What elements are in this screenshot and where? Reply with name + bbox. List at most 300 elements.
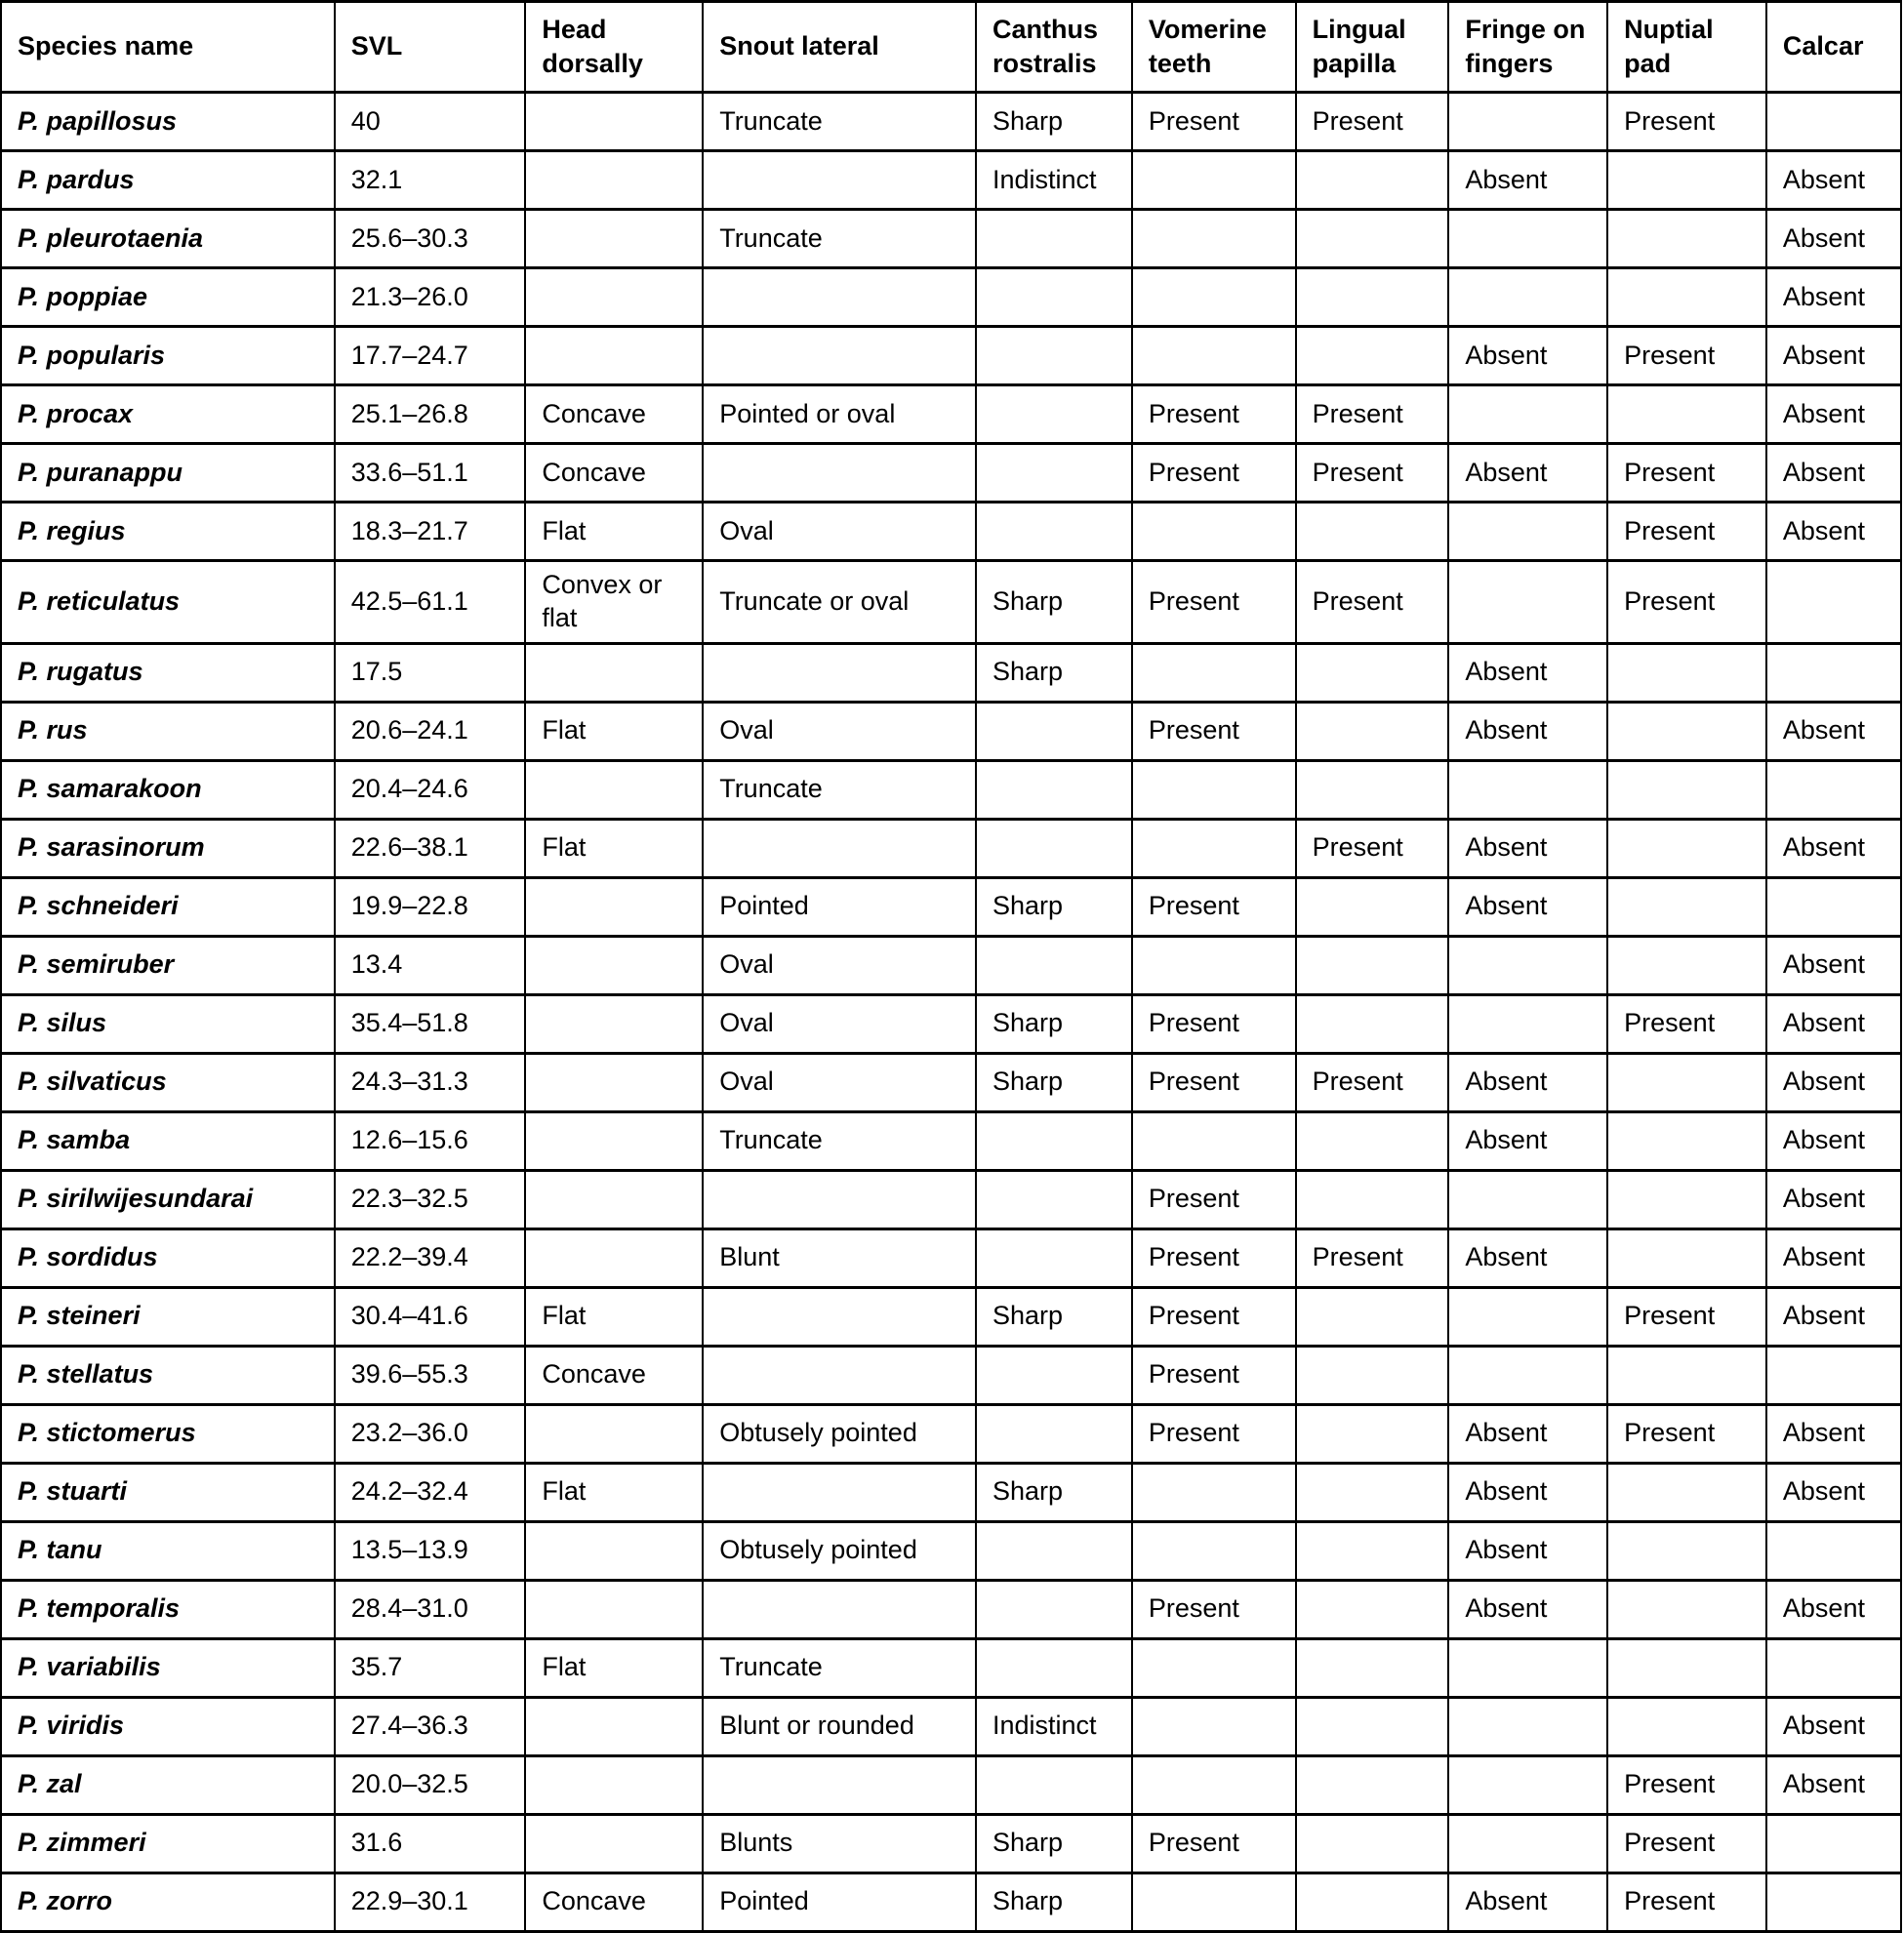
table-cell: Absent (1766, 268, 1901, 327)
table-cell: Absent (1766, 994, 1901, 1053)
table-cell: Concave (525, 444, 703, 503)
table-cell (1296, 1463, 1449, 1521)
table-cell: Present (1607, 503, 1766, 561)
table-cell (1607, 1521, 1766, 1580)
species-name-cell: P. papillosus (1, 93, 335, 151)
table-row (1, 643, 1901, 702)
table-cell: 13.5–13.9 (335, 1521, 526, 1580)
table-cell (1132, 1873, 1296, 1931)
table-cell: Concave (525, 1873, 703, 1931)
table-cell: Absent (1766, 1287, 1901, 1346)
column-header-nuptial-pad: Nuptial pad (1607, 2, 1766, 93)
species-name-cell: P. rugatus (1, 643, 335, 702)
table-cell: Present (1296, 444, 1449, 503)
table-row (1, 1697, 1901, 1755)
table-cell (1448, 210, 1607, 268)
table-cell (525, 643, 703, 702)
table-cell: Truncate (703, 760, 976, 819)
table-cell: Present (1132, 1228, 1296, 1287)
species-name-cell: P. regius (1, 503, 335, 561)
table-row (1, 151, 1901, 210)
species-name-cell: P. tanu (1, 1521, 335, 1580)
table-cell: Present (1607, 327, 1766, 385)
species-name-cell: P. stictomerus (1, 1404, 335, 1463)
table-cell (1607, 1228, 1766, 1287)
table-cell (976, 1228, 1132, 1287)
table-cell: Pointed (703, 1873, 976, 1931)
table-cell (703, 1170, 976, 1228)
table-cell (525, 210, 703, 268)
table-cell (1296, 1521, 1449, 1580)
table-cell (1296, 702, 1449, 760)
table-cell: 17.7–24.7 (335, 327, 526, 385)
table-cell: Present (1607, 1287, 1766, 1346)
table-cell (703, 327, 976, 385)
species-name-cell: P. samba (1, 1111, 335, 1170)
table-cell (1132, 1111, 1296, 1170)
column-header-vomerine-teeth: Vomerine teeth (1132, 2, 1296, 93)
table-cell: Absent (1766, 210, 1901, 268)
table-cell: Truncate (703, 93, 976, 151)
species-name-cell: P. zorro (1, 1873, 335, 1931)
table-cell: Absent (1448, 1228, 1607, 1287)
column-header-head-dorsally: Head dorsally (525, 2, 703, 93)
table-cell: Absent (1766, 1755, 1901, 1814)
column-header-canthus-rostralis: Canthus rostralis (976, 2, 1132, 93)
table-cell (1296, 1697, 1449, 1755)
table-row (1, 93, 1901, 151)
table-cell (1607, 1580, 1766, 1638)
species-name-cell: P. silvaticus (1, 1053, 335, 1111)
table-cell (1607, 1638, 1766, 1697)
table-cell: Indistinct (976, 1697, 1132, 1755)
table-cell: Present (1607, 444, 1766, 503)
table-row (1, 877, 1901, 936)
table-cell: 17.5 (335, 643, 526, 702)
table-row (1, 936, 1901, 994)
table-cell: Absent (1766, 1228, 1901, 1287)
table-cell: Absent (1448, 819, 1607, 877)
table-cell (1296, 1755, 1449, 1814)
table-cell: Sharp (976, 1873, 1132, 1931)
table-cell (525, 877, 703, 936)
table-cell (1132, 1521, 1296, 1580)
table-cell: Present (1607, 1755, 1766, 1814)
table-cell (1132, 268, 1296, 327)
table-cell: Absent (1766, 385, 1901, 444)
table-row (1, 760, 1901, 819)
table-cell: Indistinct (976, 151, 1132, 210)
table-cell (1607, 1111, 1766, 1170)
table-cell: Present (1296, 385, 1449, 444)
table-cell: Absent (1766, 1463, 1901, 1521)
species-name-cell: P. poppiae (1, 268, 335, 327)
table-cell (1607, 936, 1766, 994)
table-cell (976, 819, 1132, 877)
table-cell (976, 1521, 1132, 1580)
table-cell: Obtusely pointed (703, 1404, 976, 1463)
table-row (1, 1814, 1901, 1873)
species-name-cell: P. samarakoon (1, 760, 335, 819)
table-cell (525, 936, 703, 994)
table-cell: Absent (1766, 444, 1901, 503)
table-cell (1607, 1053, 1766, 1111)
table-cell (1448, 1638, 1607, 1697)
table-cell (1132, 210, 1296, 268)
table-cell: Flat (525, 1463, 703, 1521)
table-cell (976, 1638, 1132, 1697)
table-cell: Absent (1448, 1404, 1607, 1463)
table-cell: Present (1132, 444, 1296, 503)
table-row (1, 994, 1901, 1053)
table-cell: Absent (1766, 151, 1901, 210)
table-cell: 25.6–30.3 (335, 210, 526, 268)
table-cell: Present (1132, 877, 1296, 936)
table-cell (1607, 1697, 1766, 1755)
table-cell: 20.0–32.5 (335, 1755, 526, 1814)
table-cell: Present (1132, 1053, 1296, 1111)
table-cell: Truncate (703, 210, 976, 268)
table-cell (703, 444, 976, 503)
table-row (1, 210, 1901, 268)
table-cell: 33.6–51.1 (335, 444, 526, 503)
table-cell: Sharp (976, 1814, 1132, 1873)
column-header-snout-lateral: Snout lateral (703, 2, 976, 93)
table-cell: Sharp (976, 93, 1132, 151)
table-row (1, 819, 1901, 877)
species-name-cell: P. stellatus (1, 1346, 335, 1404)
table-cell (1607, 1170, 1766, 1228)
table-cell: 25.1–26.8 (335, 385, 526, 444)
table-cell (1448, 93, 1607, 151)
table-cell (976, 1580, 1132, 1638)
table-cell: Sharp (976, 1287, 1132, 1346)
species-name-cell: P. viridis (1, 1697, 335, 1755)
table-cell (1448, 1755, 1607, 1814)
table-cell (976, 760, 1132, 819)
table-row (1, 702, 1901, 760)
table-row (1, 1346, 1901, 1404)
table-cell: 18.3–21.7 (335, 503, 526, 561)
table-cell: Blunts (703, 1814, 976, 1873)
table-cell (525, 1053, 703, 1111)
table-cell: Absent (1448, 1521, 1607, 1580)
species-name-cell: P. stuarti (1, 1463, 335, 1521)
table-cell: 20.6–24.1 (335, 702, 526, 760)
table-cell (976, 1111, 1132, 1170)
table-cell: Present (1132, 93, 1296, 151)
table-row (1, 1755, 1901, 1814)
table-cell (1607, 643, 1766, 702)
table-cell (703, 1346, 976, 1404)
table-cell (1296, 268, 1449, 327)
table-cell: Present (1607, 1404, 1766, 1463)
table-cell (1132, 1638, 1296, 1697)
table-cell: Oval (703, 936, 976, 994)
table-cell (525, 1814, 703, 1873)
table-row (1, 1404, 1901, 1463)
column-header-fringe-on-fingers: Fringe on fingers (1448, 2, 1607, 93)
table-cell (1132, 760, 1296, 819)
species-name-cell: P. sarasinorum (1, 819, 335, 877)
table-cell (525, 151, 703, 210)
table-cell (1448, 385, 1607, 444)
table-row (1, 444, 1901, 503)
table-cell (1296, 1170, 1449, 1228)
table-cell (1132, 503, 1296, 561)
table-cell: Present (1132, 1404, 1296, 1463)
table-row (1, 503, 1901, 561)
table-cell (1766, 1521, 1901, 1580)
species-name-cell: P. popularis (1, 327, 335, 385)
table-cell: Absent (1766, 1170, 1901, 1228)
table-cell: Sharp (976, 1053, 1132, 1111)
table-cell (1132, 1463, 1296, 1521)
table-cell: Truncate or oval (703, 561, 976, 644)
table-cell (703, 643, 976, 702)
table-cell (1296, 1287, 1449, 1346)
table-cell: Pointed (703, 877, 976, 936)
table-cell: Absent (1766, 1580, 1901, 1638)
table-cell: Present (1296, 819, 1449, 877)
species-name-cell: P. sirilwijesundarai (1, 1170, 335, 1228)
table-cell: Truncate (703, 1638, 976, 1697)
table-cell: Absent (1766, 1111, 1901, 1170)
table-cell: Absent (1448, 1580, 1607, 1638)
table-cell (1296, 994, 1449, 1053)
table-cell: 20.4–24.6 (335, 760, 526, 819)
table-cell (1448, 994, 1607, 1053)
column-header-lingual-papilla: Lingual papilla (1296, 2, 1449, 93)
table-cell: 13.4 (335, 936, 526, 994)
table-cell (525, 327, 703, 385)
table-cell (525, 1697, 703, 1755)
table-cell: Flat (525, 819, 703, 877)
table-cell (1607, 1346, 1766, 1404)
table-cell (1766, 1873, 1901, 1931)
table-cell: 24.2–32.4 (335, 1463, 526, 1521)
table-cell: Absent (1448, 1111, 1607, 1170)
table-cell (703, 151, 976, 210)
table-cell: Absent (1766, 327, 1901, 385)
table-cell: Present (1132, 1170, 1296, 1228)
table-cell (1607, 760, 1766, 819)
table-row (1, 1111, 1901, 1170)
table-cell: Present (1132, 1814, 1296, 1873)
table-cell (1607, 1463, 1766, 1521)
table-cell (1296, 210, 1449, 268)
table-cell: Present (1132, 385, 1296, 444)
table-cell: Convex or flat (525, 561, 703, 644)
table-cell (976, 327, 1132, 385)
table-cell: Sharp (976, 643, 1132, 702)
table-cell: Present (1132, 1346, 1296, 1404)
table-cell (703, 1287, 976, 1346)
table-row (1, 1521, 1901, 1580)
species-name-cell: P. variabilis (1, 1638, 335, 1697)
table-cell: Absent (1766, 503, 1901, 561)
table-cell (1448, 936, 1607, 994)
table-cell (1132, 151, 1296, 210)
table-cell (1607, 702, 1766, 760)
table-cell: Absent (1448, 327, 1607, 385)
species-name-cell: P. puranappu (1, 444, 335, 503)
species-name-cell: P. pardus (1, 151, 335, 210)
table-cell: Absent (1448, 1873, 1607, 1931)
species-name-cell: P. pleurotaenia (1, 210, 335, 268)
table-cell (976, 210, 1132, 268)
table-cell (1448, 268, 1607, 327)
table-cell: Present (1132, 702, 1296, 760)
table-row (1, 1053, 1901, 1111)
table-cell: Present (1607, 561, 1766, 644)
species-name-cell: P. zal (1, 1755, 335, 1814)
table-cell: 12.6–15.6 (335, 1111, 526, 1170)
table-cell (1296, 760, 1449, 819)
table-cell: Present (1296, 1228, 1449, 1287)
table-cell (1132, 819, 1296, 877)
table-cell (1296, 1111, 1449, 1170)
table-cell: Present (1296, 1053, 1449, 1111)
table-cell: Present (1132, 1580, 1296, 1638)
table-cell: Concave (525, 1346, 703, 1404)
table-cell: Present (1607, 93, 1766, 151)
table-cell: Absent (1448, 151, 1607, 210)
table-cell (525, 1580, 703, 1638)
table-cell: Absent (1448, 643, 1607, 702)
table-cell: 31.6 (335, 1814, 526, 1873)
table-cell (1448, 1170, 1607, 1228)
table-cell: Present (1296, 93, 1449, 151)
species-name-cell: P. procax (1, 385, 335, 444)
table-cell: 32.1 (335, 151, 526, 210)
column-header-species-name: Species name (1, 2, 335, 93)
column-header-svl: SVL (335, 2, 526, 93)
table-cell: Present (1607, 1814, 1766, 1873)
table-cell: Present (1607, 1873, 1766, 1931)
table-cell: Oval (703, 994, 976, 1053)
table-cell (525, 760, 703, 819)
table-cell: Blunt or rounded (703, 1697, 976, 1755)
table-cell (976, 268, 1132, 327)
table-cell (1607, 268, 1766, 327)
table-cell (976, 503, 1132, 561)
table-cell (1607, 151, 1766, 210)
table-cell (976, 1346, 1132, 1404)
table-cell: Flat (525, 1638, 703, 1697)
table-cell: 40 (335, 93, 526, 151)
table-cell (1296, 1814, 1449, 1873)
table-cell (1296, 327, 1449, 385)
table-cell (1448, 1346, 1607, 1404)
table-cell (1296, 1580, 1449, 1638)
table-cell: Sharp (976, 877, 1132, 936)
table-cell (525, 1111, 703, 1170)
table-cell: 27.4–36.3 (335, 1697, 526, 1755)
table-cell: Oval (703, 702, 976, 760)
table-cell: Present (1132, 561, 1296, 644)
species-name-cell: P. temporalis (1, 1580, 335, 1638)
table-cell (703, 819, 976, 877)
table-cell (525, 1170, 703, 1228)
table-cell: Absent (1448, 1463, 1607, 1521)
header-row (1, 2, 1901, 93)
table-cell (1766, 760, 1901, 819)
table-row (1, 1170, 1901, 1228)
table-cell (1448, 1814, 1607, 1873)
table-cell (1448, 561, 1607, 644)
table-cell (1766, 877, 1901, 936)
table-cell (1296, 503, 1449, 561)
table-row (1, 1873, 1901, 1931)
table-cell (976, 1170, 1132, 1228)
table-cell (703, 1580, 976, 1638)
table-cell: 22.9–30.1 (335, 1873, 526, 1931)
table-cell: 35.7 (335, 1638, 526, 1697)
table-cell (1766, 1814, 1901, 1873)
table-cell: Oval (703, 1053, 976, 1111)
table-cell: 22.2–39.4 (335, 1228, 526, 1287)
table-cell (525, 1228, 703, 1287)
table-row (1, 1463, 1901, 1521)
table-cell: 19.9–22.8 (335, 877, 526, 936)
table-cell (525, 994, 703, 1053)
table-cell (525, 1404, 703, 1463)
table-cell (1296, 151, 1449, 210)
table-cell: Present (1132, 994, 1296, 1053)
table-cell: 24.3–31.3 (335, 1053, 526, 1111)
table-cell (1448, 1287, 1607, 1346)
table-cell (1296, 1873, 1449, 1931)
table-cell (1607, 819, 1766, 877)
table-cell (1296, 1346, 1449, 1404)
table-cell: Pointed or oval (703, 385, 976, 444)
table-cell: 22.6–38.1 (335, 819, 526, 877)
table-cell (976, 702, 1132, 760)
table-cell: 42.5–61.1 (335, 561, 526, 644)
table-cell (976, 1404, 1132, 1463)
table-cell (1766, 561, 1901, 644)
table-row (1, 385, 1901, 444)
species-name-cell: P. rus (1, 702, 335, 760)
table-cell (1448, 760, 1607, 819)
table-cell (703, 1463, 976, 1521)
table-row (1, 268, 1901, 327)
table-row (1, 1638, 1901, 1697)
species-name-cell: P. steineri (1, 1287, 335, 1346)
table-cell: 39.6–55.3 (335, 1346, 526, 1404)
table-cell: Absent (1766, 819, 1901, 877)
table-cell: Absent (1448, 702, 1607, 760)
table-cell (1607, 877, 1766, 936)
table-cell: Absent (1448, 877, 1607, 936)
table-cell (1296, 936, 1449, 994)
table-cell (525, 268, 703, 327)
table-row (1, 1287, 1901, 1346)
table-row (1, 1580, 1901, 1638)
table-cell: Absent (1448, 1053, 1607, 1111)
table-cell: Blunt (703, 1228, 976, 1287)
table-cell (1448, 503, 1607, 561)
table-cell (703, 268, 976, 327)
table-cell: 35.4–51.8 (335, 994, 526, 1053)
table-cell: Concave (525, 385, 703, 444)
table-cell: Sharp (976, 994, 1132, 1053)
table-cell: Flat (525, 1287, 703, 1346)
table-cell (1132, 1697, 1296, 1755)
table-cell: 22.3–32.5 (335, 1170, 526, 1228)
table-cell (976, 444, 1132, 503)
